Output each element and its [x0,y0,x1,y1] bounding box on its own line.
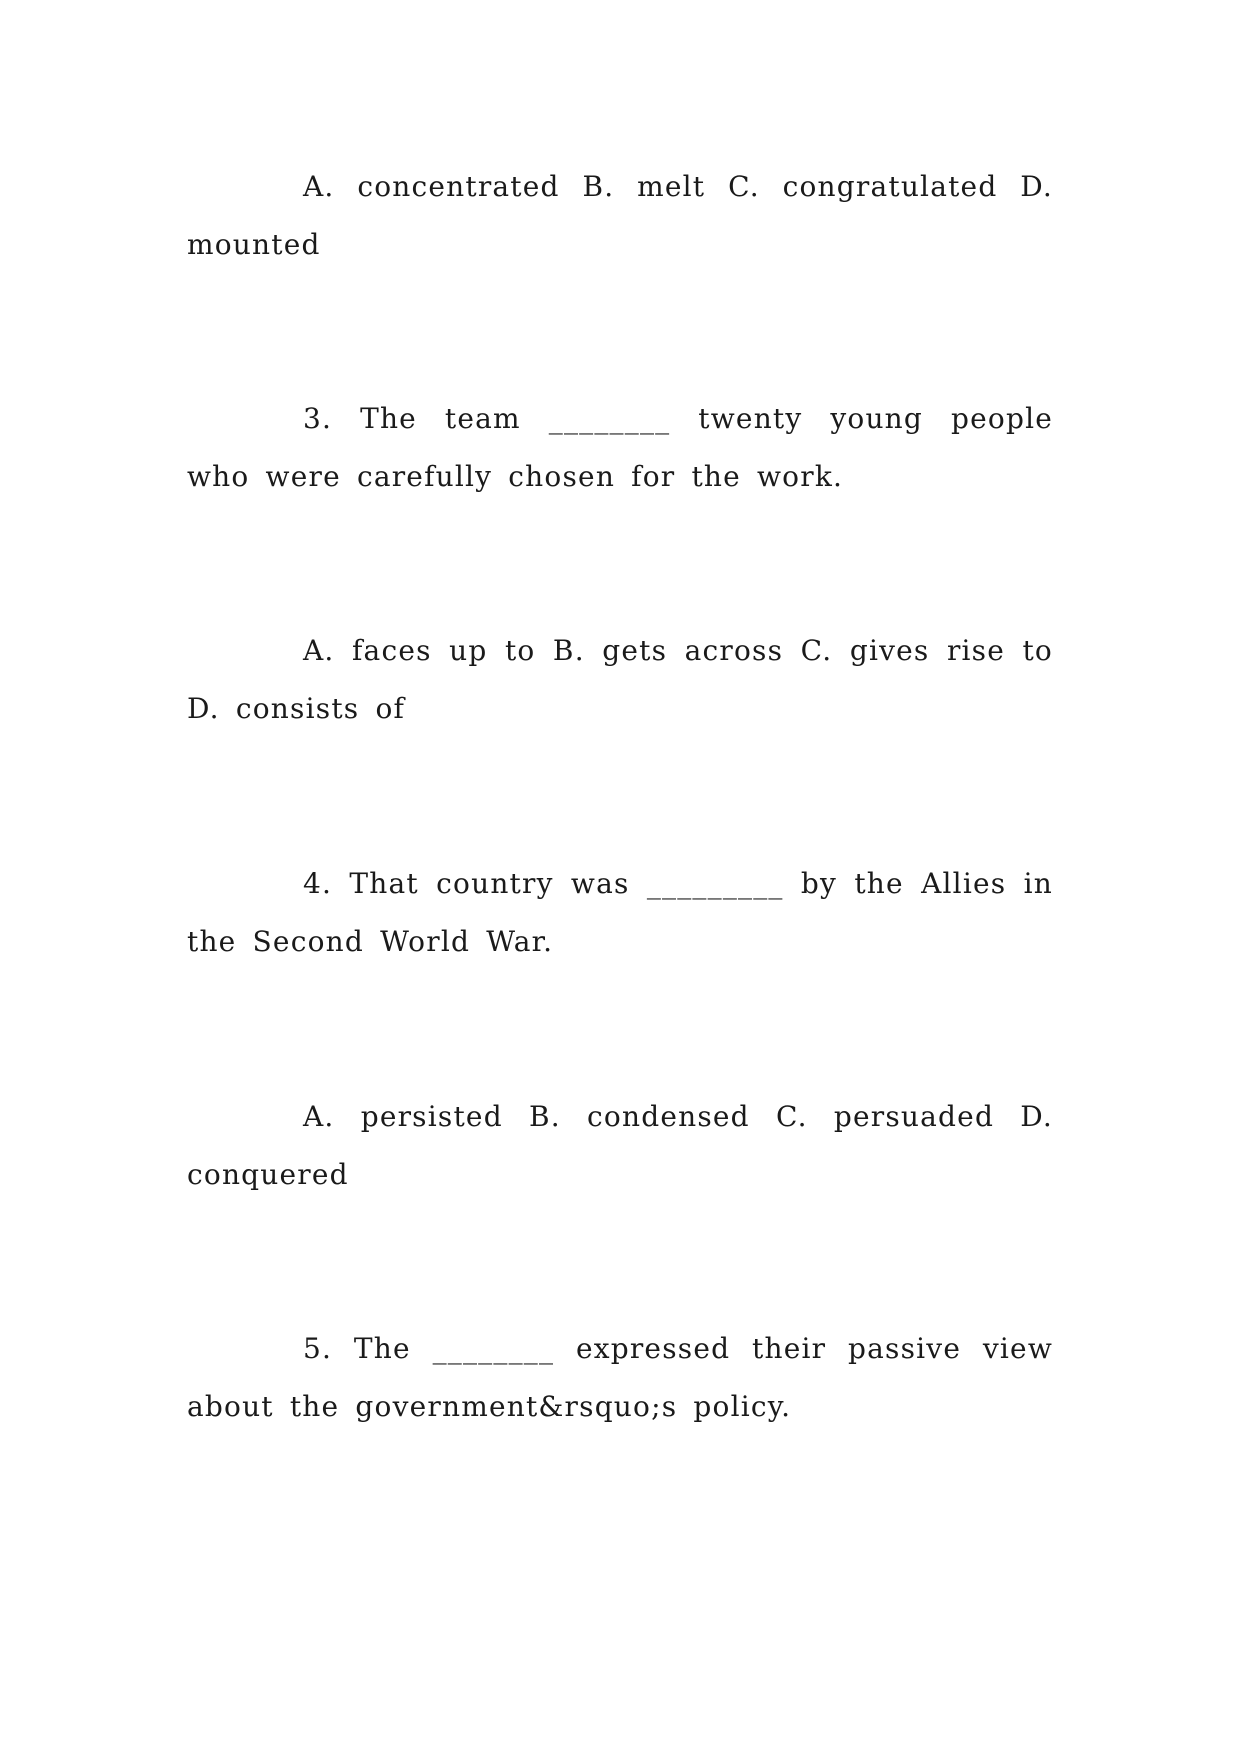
paragraph-text: A. persisted B. condensed C. persuaded D. conquered [187,1100,1053,1191]
paragraph-text: A. concentrated B. melt C. congratulated D. mounted [187,170,1053,261]
answer-options-q2 [187,158,1053,274]
paragraph-text: 3. The team ________ twenty young people who were carefully chosen for the work. [187,402,1053,493]
question-3 [187,390,1053,506]
paragraph-text: A. faces up to B. gets across C. gives rise to D. consists of [187,634,1053,725]
paragraph-text: 5. The ________ expressed their passive view about the government&rsquo;s policy. [187,1332,1053,1423]
question-4 [187,855,1053,971]
paragraph-text: 4. That country was _________ by the Allies in the Second World War. [187,867,1053,958]
question-5 [187,1320,1053,1436]
answer-options-q3 [187,622,1053,738]
answer-options-q4 [187,1088,1053,1204]
